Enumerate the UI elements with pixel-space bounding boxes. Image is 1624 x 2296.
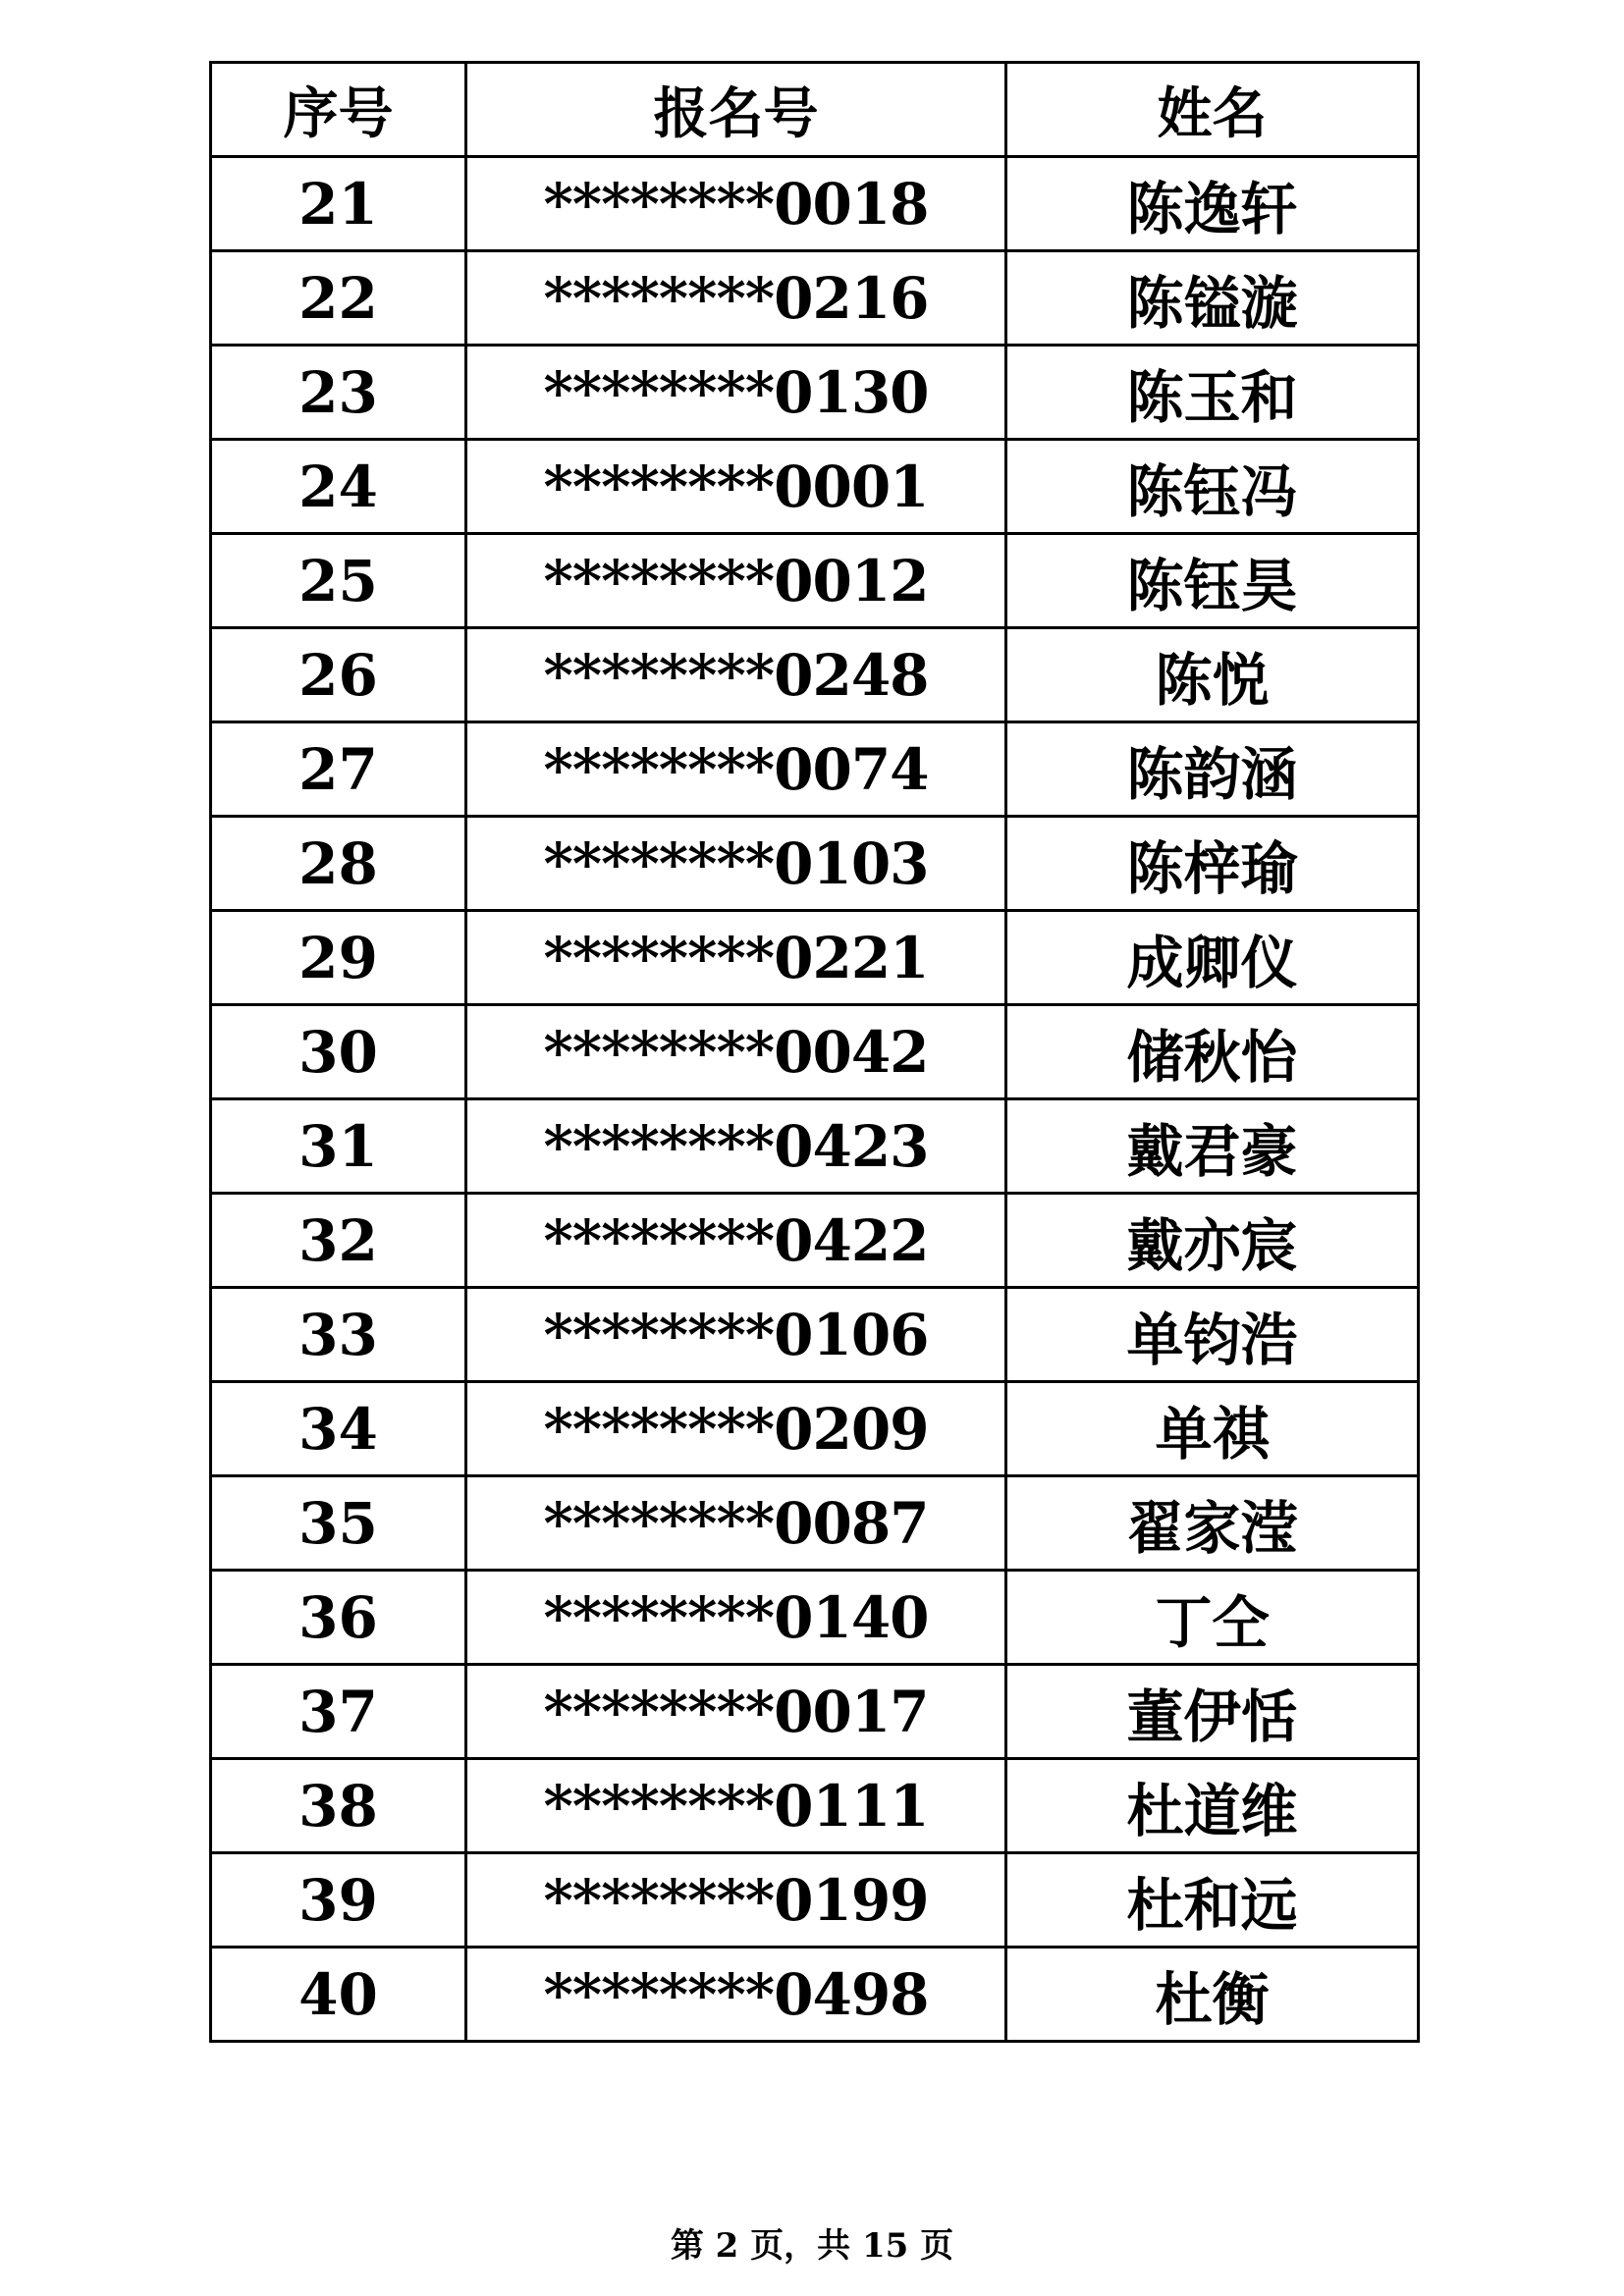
cell-seq: 36: [211, 1571, 466, 1665]
cell-seq: 32: [211, 1194, 466, 1288]
cell-name: 单钧浩: [1006, 1288, 1419, 1382]
cell-seq: 33: [211, 1288, 466, 1382]
cell-name: 储秋怡: [1006, 1005, 1419, 1099]
cell-seq: 24: [211, 440, 466, 534]
table-row: [211, 722, 1419, 817]
table-row: [211, 1948, 1419, 2042]
cell-seq: 38: [211, 1759, 466, 1853]
table-row: [211, 157, 1419, 251]
cell-reg: ********0012: [466, 534, 1006, 628]
cell-seq: 37: [211, 1665, 466, 1759]
cell-reg: ********0111: [466, 1759, 1006, 1853]
cell-seq: 28: [211, 817, 466, 911]
cell-name: 陈逸轩: [1006, 157, 1419, 251]
cell-seq: 34: [211, 1382, 466, 1476]
cell-reg: ********0074: [466, 722, 1006, 817]
cell-seq: 23: [211, 346, 466, 440]
cell-name: 戴君豪: [1006, 1099, 1419, 1194]
cell-name: 成卿仪: [1006, 911, 1419, 1005]
table-row: [211, 1382, 1419, 1476]
cell-reg: ********0103: [466, 817, 1006, 911]
cell-name: 丁仝: [1006, 1571, 1419, 1665]
cell-name: 陈梓瑜: [1006, 817, 1419, 911]
cell-seq: 39: [211, 1853, 466, 1948]
cell-seq: 29: [211, 911, 466, 1005]
cell-reg: ********0248: [466, 628, 1006, 722]
cell-name: 陈钰昊: [1006, 534, 1419, 628]
cell-name: 戴亦宸: [1006, 1194, 1419, 1288]
cell-name: 翟家滢: [1006, 1476, 1419, 1571]
cell-reg: ********0199: [466, 1853, 1006, 1948]
table-row: [211, 1005, 1419, 1099]
table-row: [211, 1476, 1419, 1571]
roster-table: [209, 61, 1420, 2043]
cell-reg: ********0106: [466, 1288, 1006, 1382]
cell-name: 杜和远: [1006, 1853, 1419, 1948]
cell-reg: ********0018: [466, 157, 1006, 251]
cell-seq: 30: [211, 1005, 466, 1099]
cell-seq: 35: [211, 1476, 466, 1571]
table-row: [211, 346, 1419, 440]
table-row: [211, 1853, 1419, 1948]
table-row: [211, 911, 1419, 1005]
cell-reg: ********0001: [466, 440, 1006, 534]
cell-seq: 31: [211, 1099, 466, 1194]
header-reg: 报名号: [466, 63, 1006, 157]
cell-reg: ********0087: [466, 1476, 1006, 1571]
table-row: [211, 628, 1419, 722]
cell-seq: 22: [211, 251, 466, 346]
cell-reg: ********0216: [466, 251, 1006, 346]
cell-name: 陈悦: [1006, 628, 1419, 722]
table-row: [211, 440, 1419, 534]
page-footer: 第 2 页，共 15 页: [670, 2226, 954, 2266]
table-row: [211, 1194, 1419, 1288]
header-row: [211, 63, 1419, 157]
table-row: [211, 251, 1419, 346]
cell-name: 董伊恬: [1006, 1665, 1419, 1759]
cell-reg: ********0498: [466, 1948, 1006, 2042]
cell-name: 陈玉和: [1006, 346, 1419, 440]
cell-reg: ********0130: [466, 346, 1006, 440]
header-seq: 序号: [211, 63, 466, 157]
cell-name: 单祺: [1006, 1382, 1419, 1476]
cell-seq: 40: [211, 1948, 466, 2042]
cell-name: 杜衡: [1006, 1948, 1419, 2042]
table-row: [211, 534, 1419, 628]
table-row: [211, 1665, 1419, 1759]
cell-name: 陈镒漩: [1006, 251, 1419, 346]
table-row: [211, 1571, 1419, 1665]
cell-reg: ********0221: [466, 911, 1006, 1005]
table-body: [211, 157, 1419, 2042]
cell-name: 陈钰冯: [1006, 440, 1419, 534]
table-row: [211, 1288, 1419, 1382]
cell-reg: ********0140: [466, 1571, 1006, 1665]
cell-seq: 27: [211, 722, 466, 817]
header-name: 姓名: [1006, 63, 1419, 157]
cell-reg: ********0017: [466, 1665, 1006, 1759]
table-row: [211, 1099, 1419, 1194]
cell-reg: ********0423: [466, 1099, 1006, 1194]
cell-reg: ********0209: [466, 1382, 1006, 1476]
cell-seq: 21: [211, 157, 466, 251]
cell-reg: ********0422: [466, 1194, 1006, 1288]
table-row: [211, 817, 1419, 911]
cell-reg: ********0042: [466, 1005, 1006, 1099]
cell-name: 陈韵涵: [1006, 722, 1419, 817]
cell-seq: 26: [211, 628, 466, 722]
cell-seq: 25: [211, 534, 466, 628]
cell-name: 杜道维: [1006, 1759, 1419, 1853]
table-row: [211, 1759, 1419, 1853]
